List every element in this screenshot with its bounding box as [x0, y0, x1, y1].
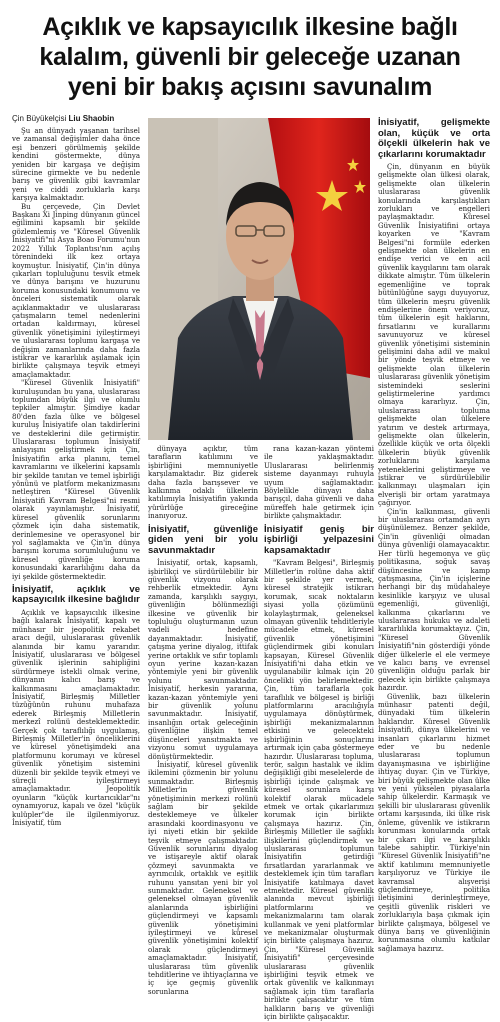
paragraph: İnisiyatif, ortak, kapsamlı, işbirlikçi ve sürdürülebilir bir güvenlik vizyonu olarak rehberlik etmektedir. Aynı zamanda, karşılıklı saygıyı, güvenliğin bölünmezliği ilkesine ve güvenlik bir topluluğu oluşturmanın uzun vadeli hedefine dayanmaktadır. İnisiyatif, çatışma yerine diyalog, ittifak yerine ortaklık ve sıfır toplamlı oyun yerine kazan-kazan yöntemiyle yeni bir güvenlik yolunu savunmaktadır. İnisiyatif, herkesin yararına, kazan-kazan yöntemiyle yeni bir güvenlik yolunu savunmaktadır. İnisiyatif, insanlığın ortak geleceğinin güvenliğine ilişkin temel düşünceleri yansıtmakta ve vizyonu somut uygulamaya dönüştürmektedir.: [148, 559, 258, 761]
byline-prefix: Çin Büyükelçisi: [12, 114, 67, 123]
ambassador-photo: [148, 118, 370, 440]
paragraph: "Kavram Belgesi", Birleşmiş Milletler'in rolüne daha aktif bir şekilde yer vermek, küresel stratejik istikrarı korumak, sıcak noktaların siyasi yolla çözümünü kolaylaştırmak, geleneksel olmayan güvenlik tehditleriyle mücadele etmek, küresel güvenlik yönetişimini güçlendirmek gibi konuları kapsayan, Küresel Güvenlik İnisiyatifi'ni daha etkin ve uygulanabilir kılmak için 20 öncelikli yön belirlemektedir. Çin, tüm taraflarla çok taraflılık ve bölgesel iş birliği platformlarını aracılığıyla uygulamaya dönüştürmek, işbirliği mekanizmalarının etkisini ve gelecekteki işbirliğinin sonuçlarını artırmak için çaba göstermeye hazırdır. Uluslararası topluma, terör, salgın hastalık ve iklim değişikliği gibi meselelerde de işbirliği içinde çalışmak ve küresel sorunlara karşı kolektif olarak mücadele etmek ve ortak çıkarlarımızı korumak için birlikte çalışmaya hazırız. Çin, Birleşmiş Milletler ile sağlıklı ilişkilerini güçlendirmek ve uluslararası toplumun İnisiyatifin getirdiği fırsatlardan yararlanmak ve desteklemek için tüm tarafları İnisiyatife katılmaya davet etmektedir. Küresel güvenlik alanında mevcut işbirliği platformlarını ve mekanizmalarını tam olarak kullanmak ve yeni platformlar ve mekanizmalar oluşturmak için birlikte çalışmaya hazırız. Çin, "Küresel Güvenlik İnisiyatifi" çerçevesinde uluslararası güvenlik işbirliğini teşvik etmek ve ortak güvenlik ve kalkınmayı sağlamak için tüm taraflarla birlikte çalışacaktır ve tüm halkların barış ve güvenliği için birlikte çalışacaktır.: [264, 559, 374, 1022]
subheading: İnisiyatif, güvenliğe giden yeni bir yolu savunmaktadır: [148, 523, 258, 556]
subheading: İnisiyatif geniş bir işbirliği yelpazesini kapsamaktadır: [264, 523, 374, 556]
paragraph: dünyaya açıktır, tüm tarafların katılımını ve işbirliğini memnuniyetle karşılamaktadır. Biz giderek daha fazla barışsever ve kalkınma odaklı ülkelerin katılımıyla İnisiyatifin yakında yürürlüğe gireceğine inanıyoruz.: [148, 445, 258, 521]
paragraph: rana kazan-kazan yöntemi ile yaklaşmaktadır. Uluslararası belirlenmiş sisteme dayanmayı ruhuyla uyum sağlamaktadır. Böylelikle dünyayı daha barışçıl, daha güvenli ve daha müreffeh hale getirmek için birlikte çalışmaktadır.: [264, 445, 374, 521]
headline: [12, 12, 488, 102]
column-3: [264, 445, 374, 1022]
paragraph: İnisiyatif, küresel güvenlik ikilemini çözmenin bir yolunu sunmaktadır. Birleşmiş Milletler'in güvenlik yönetişiminin merkezi rolünü sağlam bir şekilde desteklemeye ve ülkeler arasındaki koordinasyonu ve iyi niyeti etkin bir şekilde teşvik etmeye çalışmaktadır. Güvenlik sorunlarını diyalog ve istişareyle aktif olarak çözmeyi savunmakta ve ayrımcılık, ortaklık ve eşitlik ruhunu yansıtan yeni bir yol sunmaktadır. Geleneksel ve geleneksel olmayan güvenlik alanlarında işbirliğini güçlendirmeyi ve kapsamlı güvenlik yönetişimini iyileştirmeyi ve küresel güvenlik yönetişimini kolektif olarak güçlendirmeyi amaçlamaktadır. İnisiyatif, uluslararası tüm güvenlik tehditlerine ve ihtiyaçlarına ve iç içe geçmiş güvenlik sorunlarına: [148, 760, 258, 996]
byline-author: Liu Shaobin: [68, 114, 115, 123]
paragraph: Açıklık ve kapsayıcılık ilkesine bağlı kalarak İnisiyatif, kapalı ve münhasır bir jeopolitik rekabet aracı değil, uluslararası güvenlik alanında bir kamu yararıdır. İnisiyatif, uluslararası ve bölgesel güvenlik işlerinin sahipliğini sürdürmeye istekli olmak verine, dünyanın kalıcı barış ve kalkınmasını amaçlamaktadır. İnisiyatif, Birleşmiş Milletler tüzüğünün ruhunu muhafaza ederek Birleşmiş Milletlerin merkezî rolünü desteklemektedir. Gerçek çok taraflılığı uygulamış, Birleşmiş Milletler'in önceliklerini ve küresel yönetişimdeki ana platformunu korumayı ve küresel güvenlik yönetişim sistemini düzenli bir şekilde teşvik etmeyi ve süreçli iyileştirmeyi amaçlamaktadır. Jeopolitik oyunların "küçük kurtarıcıklar"nı oynamıyoruz, kapalı ve özel "küçük kulüpler"de ile ilgilenmiyoruz. İnisiyatif, tüm: [12, 608, 140, 828]
column-4: [378, 117, 490, 953]
column-2: [148, 445, 258, 996]
paragraph: Bu çerçevede, Çin Devlet Başkanı Xi Jinping dünyanın güncel eğilimini kapsamlı bir şekilde gözlemlemiş ve "Küresel Güvenlik İnisiyatifi"ni Asya Boao Forumu'nun 2022 Yıllık Toplantısı'nın açılış törenindeki ilk kez ortaya koymuştur. İnisiyatif, Çin'in dünya çıkarları topluluğunu tesvik etmek ve dünya barışını ve huzurunu koruma konusundaki konumunu ve önceleri sistematik olarak açıklanmaktadır ve uluslararası çatışmaların temel nedenlerini ortadan kaldırmayı, küresel güvenlik yönetişimini iyileştirmeyi ve uluslararası toplumu kargaşa ve değişim zamanlarında daha fazla istikrar ve kararlılık aşılamak için birlikte çalışmaya teşvik etmeyi amaçlamaktadır.: [12, 202, 140, 379]
paragraph: Güvenlik, bazı ülkelerin münhasır patenti değil, dünyadaki tüm ülkelerin haklarıdır. Küresel Güvenlik İnisiyatifi, dünya ülkelerini ve insanları çıkarlarını hizmet eder ve bu nedenle uluslararası toplumun dayanışmasına ve işbirliğine ihtiyaç duyar. Çin ve Türkiye, biri büyük gelişmekte olan ülke ve yeni yükselen piyasalarla sahip ülkelerdir. Karmaşık ve şekilli bir uluslararası güvenlik ortamı karşısında, iki ülke risk önleme, güvenlik ve istikrarın korunması konularında ortak bir çıkarı ilgi ve karşılıklı talebe sahiptir. Türkiye'nin "Küresel Güvenlik İnisiyatifi"ne aktif katılımını memnuniyetle karşılıyoruz ve Türkiye ile kavramsal alışverişi güçlendirmeye, politika iletişimini derinleştirmeye, çeşitli güvenlik riskleri ve zorluklarıyla başa çıkmak için birlikte çalışmaya, bölgesel ve dünya barış ve güvenliğinin korunmasına olumlu katkılar sağlamaya hazırız.: [378, 692, 490, 953]
subheading: İnisiyatif, gelişmekte olan, küçük ve orta ölçekli ülkelerin hak ve çıkarlarını korumaktadır: [378, 117, 490, 160]
portrait-image: [148, 118, 370, 440]
byline: [12, 114, 114, 123]
headline-line-1: Açıklık ve kapsayıcılık ilkesine bağlı: [42, 13, 458, 41]
headline-line-3: yeni bir bakış açısını savunalım: [67, 73, 433, 101]
paragraph: Çin'in kalkınması, güvenli bir uluslararası ortamdan ayrı düşünülemez. Benzer şekilde, Çin'in güvenliği olmadan dünya güvenliği olamayacaktır. Her türlü hegemonya ve güç politikasına, soğuk savaş düşüncesine ve kamp çatışmasına, Çin'in içişlerine herhangi bir dış müdahaleye kesinlikle karşıyız ve ulusal egemenliği, güvenliği, kalkınma çıkarlarını ve uluslararası hukuku ve adaleti kararlılıkla korumaktayız. Çin, "Küresel Güvenlik İnisiyatifi"nin gösterdiği yönde diğer ülkelerle el ele vermeye ve kalıcı barış ve evrensel güvenliğin olduğu parlak bir gelecek için birlikte çalışmaya hazırdır.: [378, 507, 490, 693]
paragraph: "Küresel Güvenlik İnisiyatifi" kuruluşundan bu yana, uluslararası toplumdan büyük ilgi ve olumlu tepkiler almıştır. Şimdiye kadar 80'den fazla ülke ve bölgesel kuruluş İnisiyatife olan takdirlerini ve desteklerini dile getirmiştir. Uluslararası toplumun İnisiyatif anlayışını geliştirmek için Çin, İnisiyatifin arka planını, temel kavramlarını ve ilkelerini kapsamlı bir şekilde tanıtan ve temel işbirliği yönünü ve platform mekanizmasını netleştiren "Küresel Güvenlik İnisiyatifi Kavram Belgesi"ni resmi olarak yayınlamıştır. İnisiyatif, küresel güvenlik sorunlarını çözmek için daha sistematik, derinlemesine ve operasyonel bir yol sağlamakta ve Çin'in dünya barışını koruma sorumluluğunu ve küresel güvenliğe koruma konusundaki kararlılığını daha da iyi şekilde göstermektedir.: [12, 379, 140, 581]
subheading: İnisiyatif, açıklık ve kapsayıcılık ilkesine bağlıdır: [12, 583, 140, 606]
paragraph: Çin, dünyanın en büyük gelişmekte olan ülkesi olarak, gelişmekte olan ülkelerin uluslararası güvenlik konularında karşılaştıkları zorlukları ve engelleri paylaşmaktadır. Küresel Güvenlik İnisiyatifini ortaya koyarken ve "Kavram Belgesi"ni formüle ederken gelişmekte olan ülkelerin en endişe verici ve en acil güvenlik kaygılarını tam olarak dikkate almıştır. Tüm ülkelerin egemenliğine ve toprak bütünlüğüne saygı duyuyoruz, tüm ülkelerin meşru güvenlik endişelerine önem veriyoruz, tüm ülkelerin eşit haklarını, fırsatlarını ve kurallarını savunuyoruz ve küresel güvenlik yönetişimi sisteminin gelişimini daha adil ve makul bir yönde teşvik etmeye ve gelişmekte olan ülkelerin uluslararası güvenlik yönetişim sistemindeki seslerini geliştirmelerine yardımcı olmaya kararlıyız. Çin, uluslararası topluma gelişmekte olan ülkelere yatırım ve destek artırmaya, gelişmekte olan ülkelerin, özellikle küçük ve orta ölçekli ülkelerin büyük güvenlik zorluklarını karşılama yeteneklerini geliştirmeye ve istikrar ve sürdürülebilir kalkınmayı ulaşmaları için elverişli bir ortam yaratmaya çağırıyor.: [378, 163, 490, 508]
column-1: [12, 127, 140, 828]
headline-line-2: kalalım, güvenli bir geleceğe uzanan: [39, 43, 461, 71]
paragraph: Şu an dünyadı yaşanan tarihsel ve zamansal değişimler daha önce eşi benzeri görülmemiş şekilde kendini göstermekte, dünya yeniden bir kargaşa ve değişim sürecine girmekte ve bu nedenle barış ve güvenlik gibi kavramlar yeni ve ciddi zorluklarla karşı karşıya kalmaktadır.: [12, 127, 140, 203]
